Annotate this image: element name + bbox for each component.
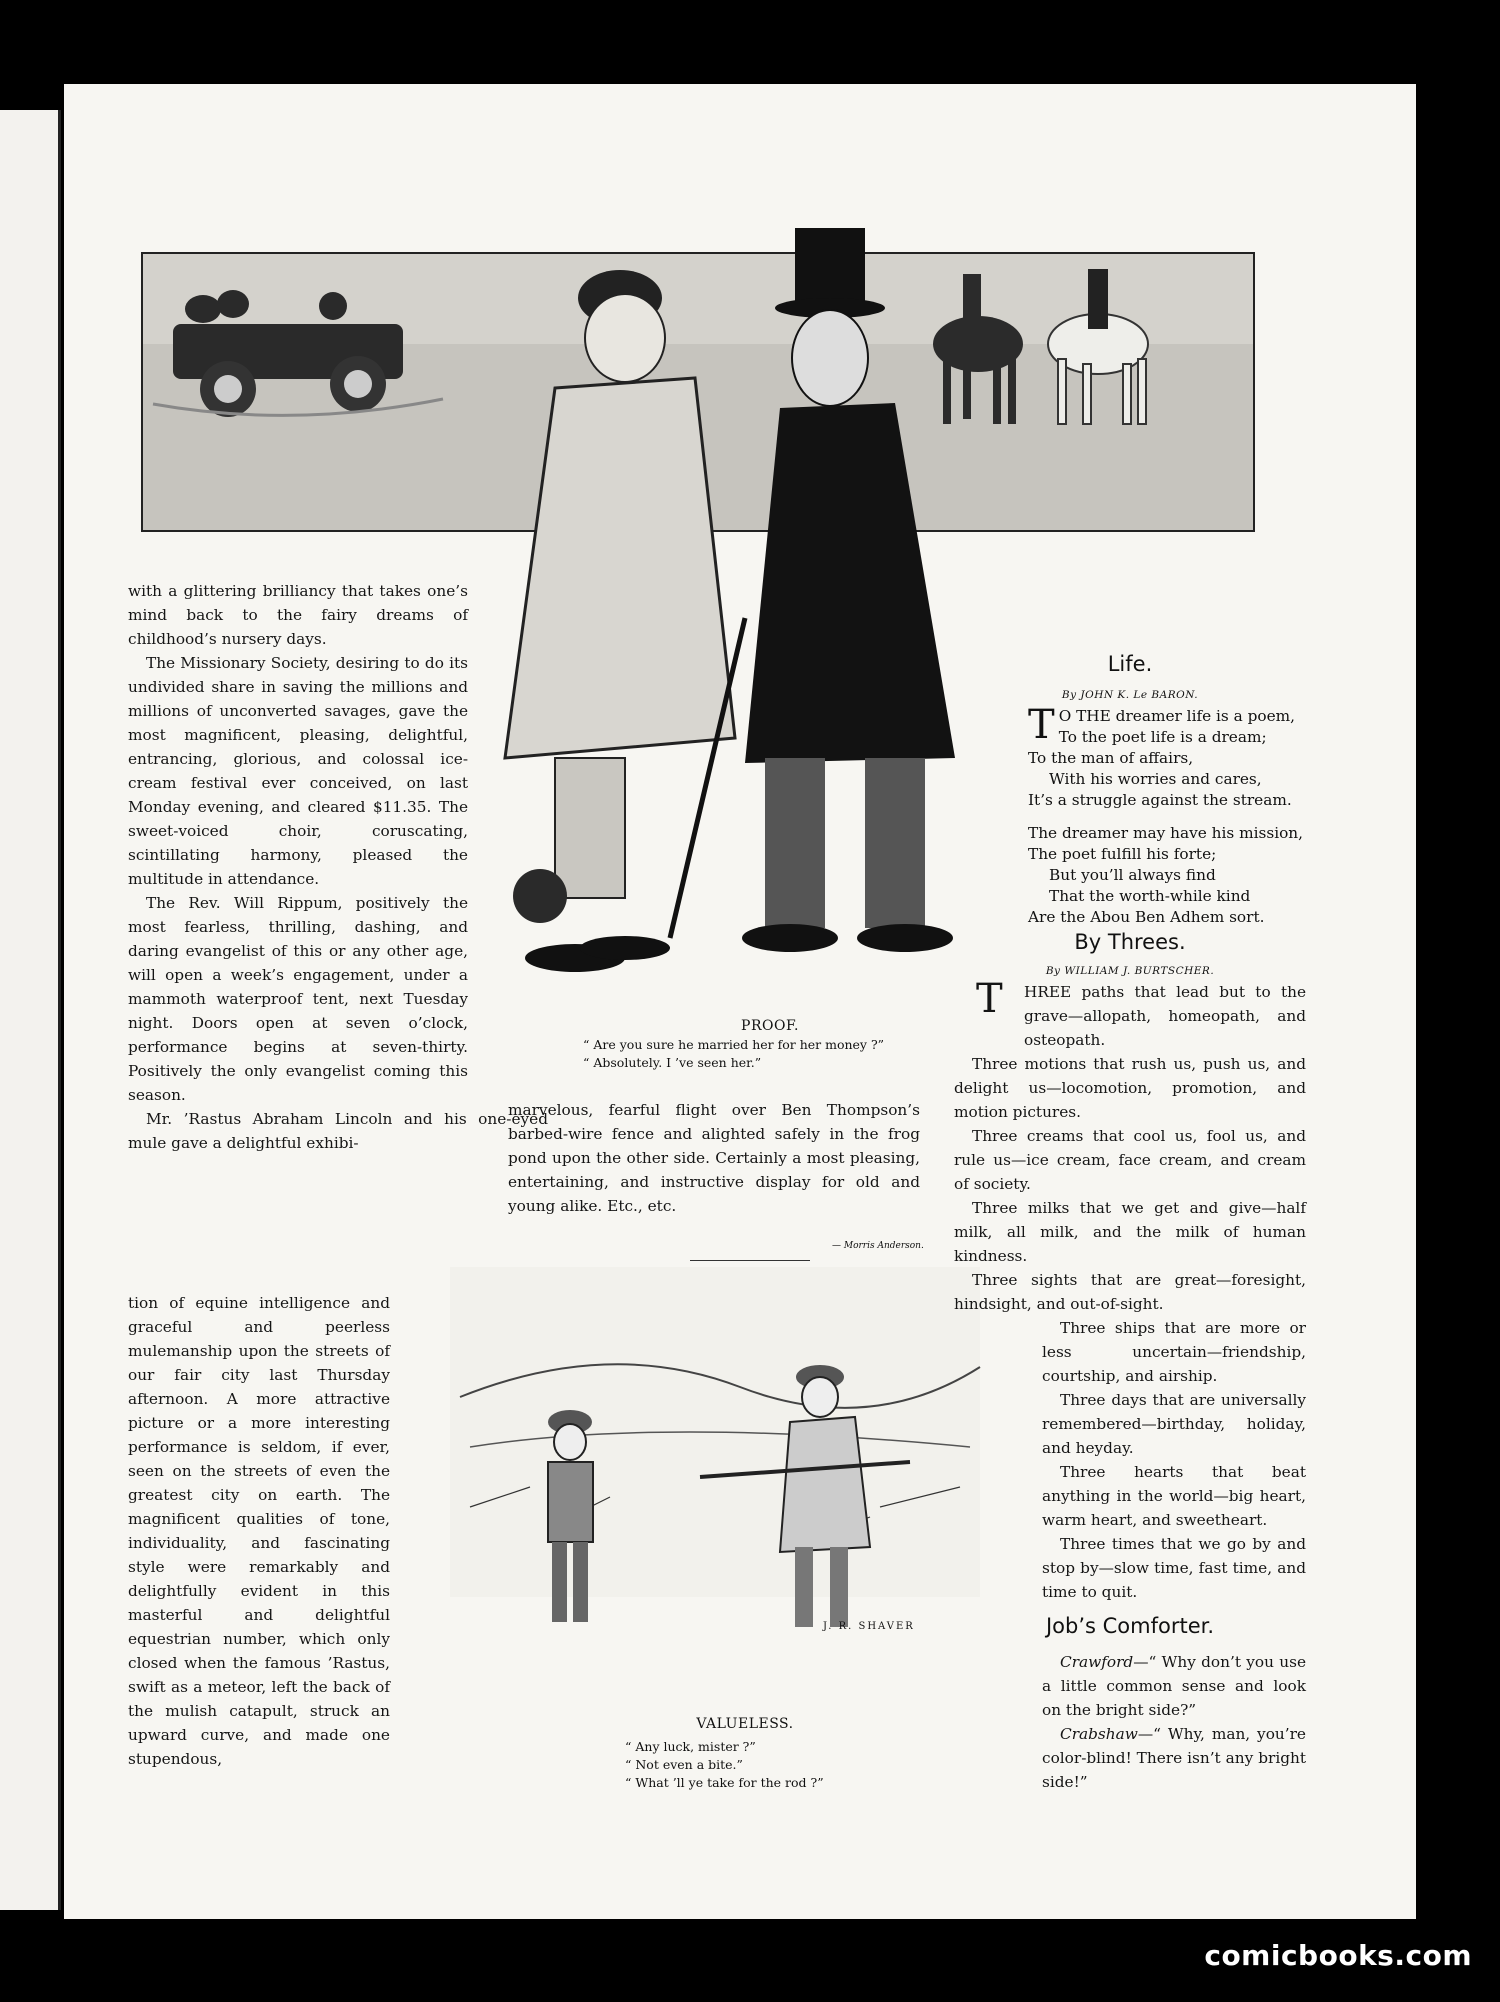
paragraph-missionary: The Missionary Society, desiring to do its undivided share in saving the millions and millions of unconverted savages, gave the most magnificent, pleasing, delightful, entrancing, glorious, and colossal ice-cream festival ever conceived, on last Monday evening, and cleared $11.35. The sweet-voiced choir, coruscating, scintillating harmony, pleased the multitude in attendance. (128, 654, 468, 888)
paragraph-brilliancy: with a glittering brilliancy that takes one’s mind back to the fairy dreams of childhood’s nursery days. (128, 582, 468, 648)
signature-morris-anderson: — Morris Anderson. (832, 1241, 924, 1251)
paragraph-rastus-start: Mr. ’Rastus Abraham Lincoln and his one-eyed mule gave a delightful exhibi- (128, 1110, 548, 1152)
jobs-paragraph-1 (1042, 1650, 1306, 1722)
proof-figures-illustration (445, 138, 1005, 1008)
life-line-1: O THE dreamer life is a poem, (1058, 707, 1296, 725)
site-watermark: comicbooks.com (1204, 1939, 1472, 1972)
threes-title: By Threes. (1074, 930, 1186, 954)
threes-dropcap: T (976, 976, 1003, 1022)
threes-body (954, 976, 1306, 1316)
valueless-caption-dialogue (625, 1738, 824, 1792)
threes-paragraph-5: Three sights that are great—foresight, hindsight, and out-of-sight. (954, 1271, 1306, 1313)
life-line-5: It’s a struggle against the stream. (1028, 791, 1292, 809)
crabshaw-line: —“ Why, man, you’re color-blind! There isn’t any bright side!” (1042, 1725, 1306, 1791)
life-dropcap: T (1028, 702, 1055, 748)
life-byline: By JOHN K. Le BARON. (1061, 689, 1199, 701)
life-line-8: But you’ll always find (1049, 866, 1216, 884)
threes-paragraph-9: Three times that we go by and stop by—slow time, fast time, and time to quit. (1042, 1535, 1306, 1601)
jobs-title: Job’s Comforter. (1045, 1614, 1215, 1638)
speaker-crabshaw: Crabshaw (1060, 1725, 1138, 1743)
life-line-9: That the worth-while kind (1049, 887, 1251, 905)
threes-paragraph-3: Three creams that cool us, fool us, and rule us—ice cream, face cream, and cream of society. (954, 1127, 1306, 1193)
valueless-line-1: “ Any luck, mister ?” (625, 1739, 756, 1754)
crawford-line: —“ Why don’t you use a little common sense and look on the bright side?” (1042, 1653, 1306, 1719)
proof-caption-title: PROOF. (741, 1018, 799, 1034)
left-column-top (128, 579, 548, 1155)
paragraph-rastus-continued: tion of equine intelligence and graceful and peerless mulemanship upon the streets of our fair city last Thursday afternoon. A more attractive picture or a more interesting performance is seldom, if ever, seen on the streets of even the greatest city on earth. The magnificent qualities of tone, individuality, and fascinating style were remarkably and delightfully evident in this masterful and delightful equestrian number, which only closed when the famous ’Rastus, swift as a meteor, left the back of the mulish catapult, struck an upward curve, and made one stupendous, (128, 1294, 390, 1768)
life-line-6: The dreamer may have his mission, (1028, 824, 1304, 842)
jobs-paragraph-2 (1042, 1722, 1306, 1794)
artist-signature: J. R. SHAVER (823, 1621, 915, 1632)
threes-paragraph-1 (954, 976, 1306, 1052)
valueless-line-3: “ What ’ll ye take for the rod ?” (625, 1775, 824, 1790)
life-line-4: With his worries and cares, (1049, 770, 1262, 788)
left-column-bottom (128, 1291, 390, 1771)
proof-caption-dialogue (583, 1036, 884, 1072)
middle-column (508, 1098, 920, 1218)
life-line-2: To the poet life is a dream; (1058, 728, 1267, 746)
proof-line-1: “ Are you sure he married her for her money ?” (583, 1037, 885, 1052)
paragraph-rippum: The Rev. Will Rippum, positively the most fearless, thrilling, dashing, and daring evangelist of this or any other age, will open a week’s engagement, under a mammoth waterproof tent, next Tuesday night. Doors open at seven o’clock, performance begins at seven-thirty. Positively the only evangelist coming this season. (128, 894, 468, 1104)
threes-body-narrow (1042, 1316, 1306, 1604)
life-line-3: To the man of affairs, (1028, 749, 1194, 767)
threes-byline: By WILLIAM J. BURTSCHER. (1045, 965, 1215, 977)
left-page-edge (0, 110, 61, 1910)
life-title: Life. (1107, 652, 1153, 676)
threes-paragraph-6: Three ships that are more or less uncertain—friendship, courtship, and airship. (1042, 1319, 1306, 1385)
threes-paths-text: HREE paths that lead but to the grave—allopath, homeopath, and osteopath. (1024, 983, 1306, 1049)
proof-line-2: “ Absolutely. I ’ve seen her.” (583, 1055, 762, 1070)
valueless-caption-title: VALUELESS. (696, 1716, 794, 1732)
threes-paragraph-4: Three milks that we get and give—half milk, all milk, and the milk of human kindness. (954, 1199, 1306, 1265)
valueless-line-2: “ Not even a bite.” (625, 1757, 743, 1772)
paragraph-marvelous-flight: marvelous, fearful flight over Ben Thompson’s barbed-wire fence and alighted safely in the frog pond upon the other side. Certainly a most pleasing, entertaining, and instructive display for old and young alike. Etc., etc. (508, 1101, 920, 1215)
threes-paragraph-7: Three days that are universally remembered—birthday, holiday, and heyday. (1042, 1391, 1306, 1457)
speaker-crawford: Crawford (1060, 1653, 1134, 1671)
life-poem (1028, 702, 1328, 928)
jobs-body (1042, 1650, 1306, 1794)
threes-paragraph-2: Three motions that rush us, push us, and delight us—locomotion, promotion, and motion pictures. (954, 1055, 1306, 1121)
threes-paragraph-8: Three hearts that beat anything in the world—big heart, warm heart, and sweetheart. (1042, 1463, 1306, 1529)
life-line-10: Are the Abou Ben Adhem sort. (1028, 908, 1265, 926)
life-line-7: The poet fulfill his forte; (1028, 845, 1217, 863)
